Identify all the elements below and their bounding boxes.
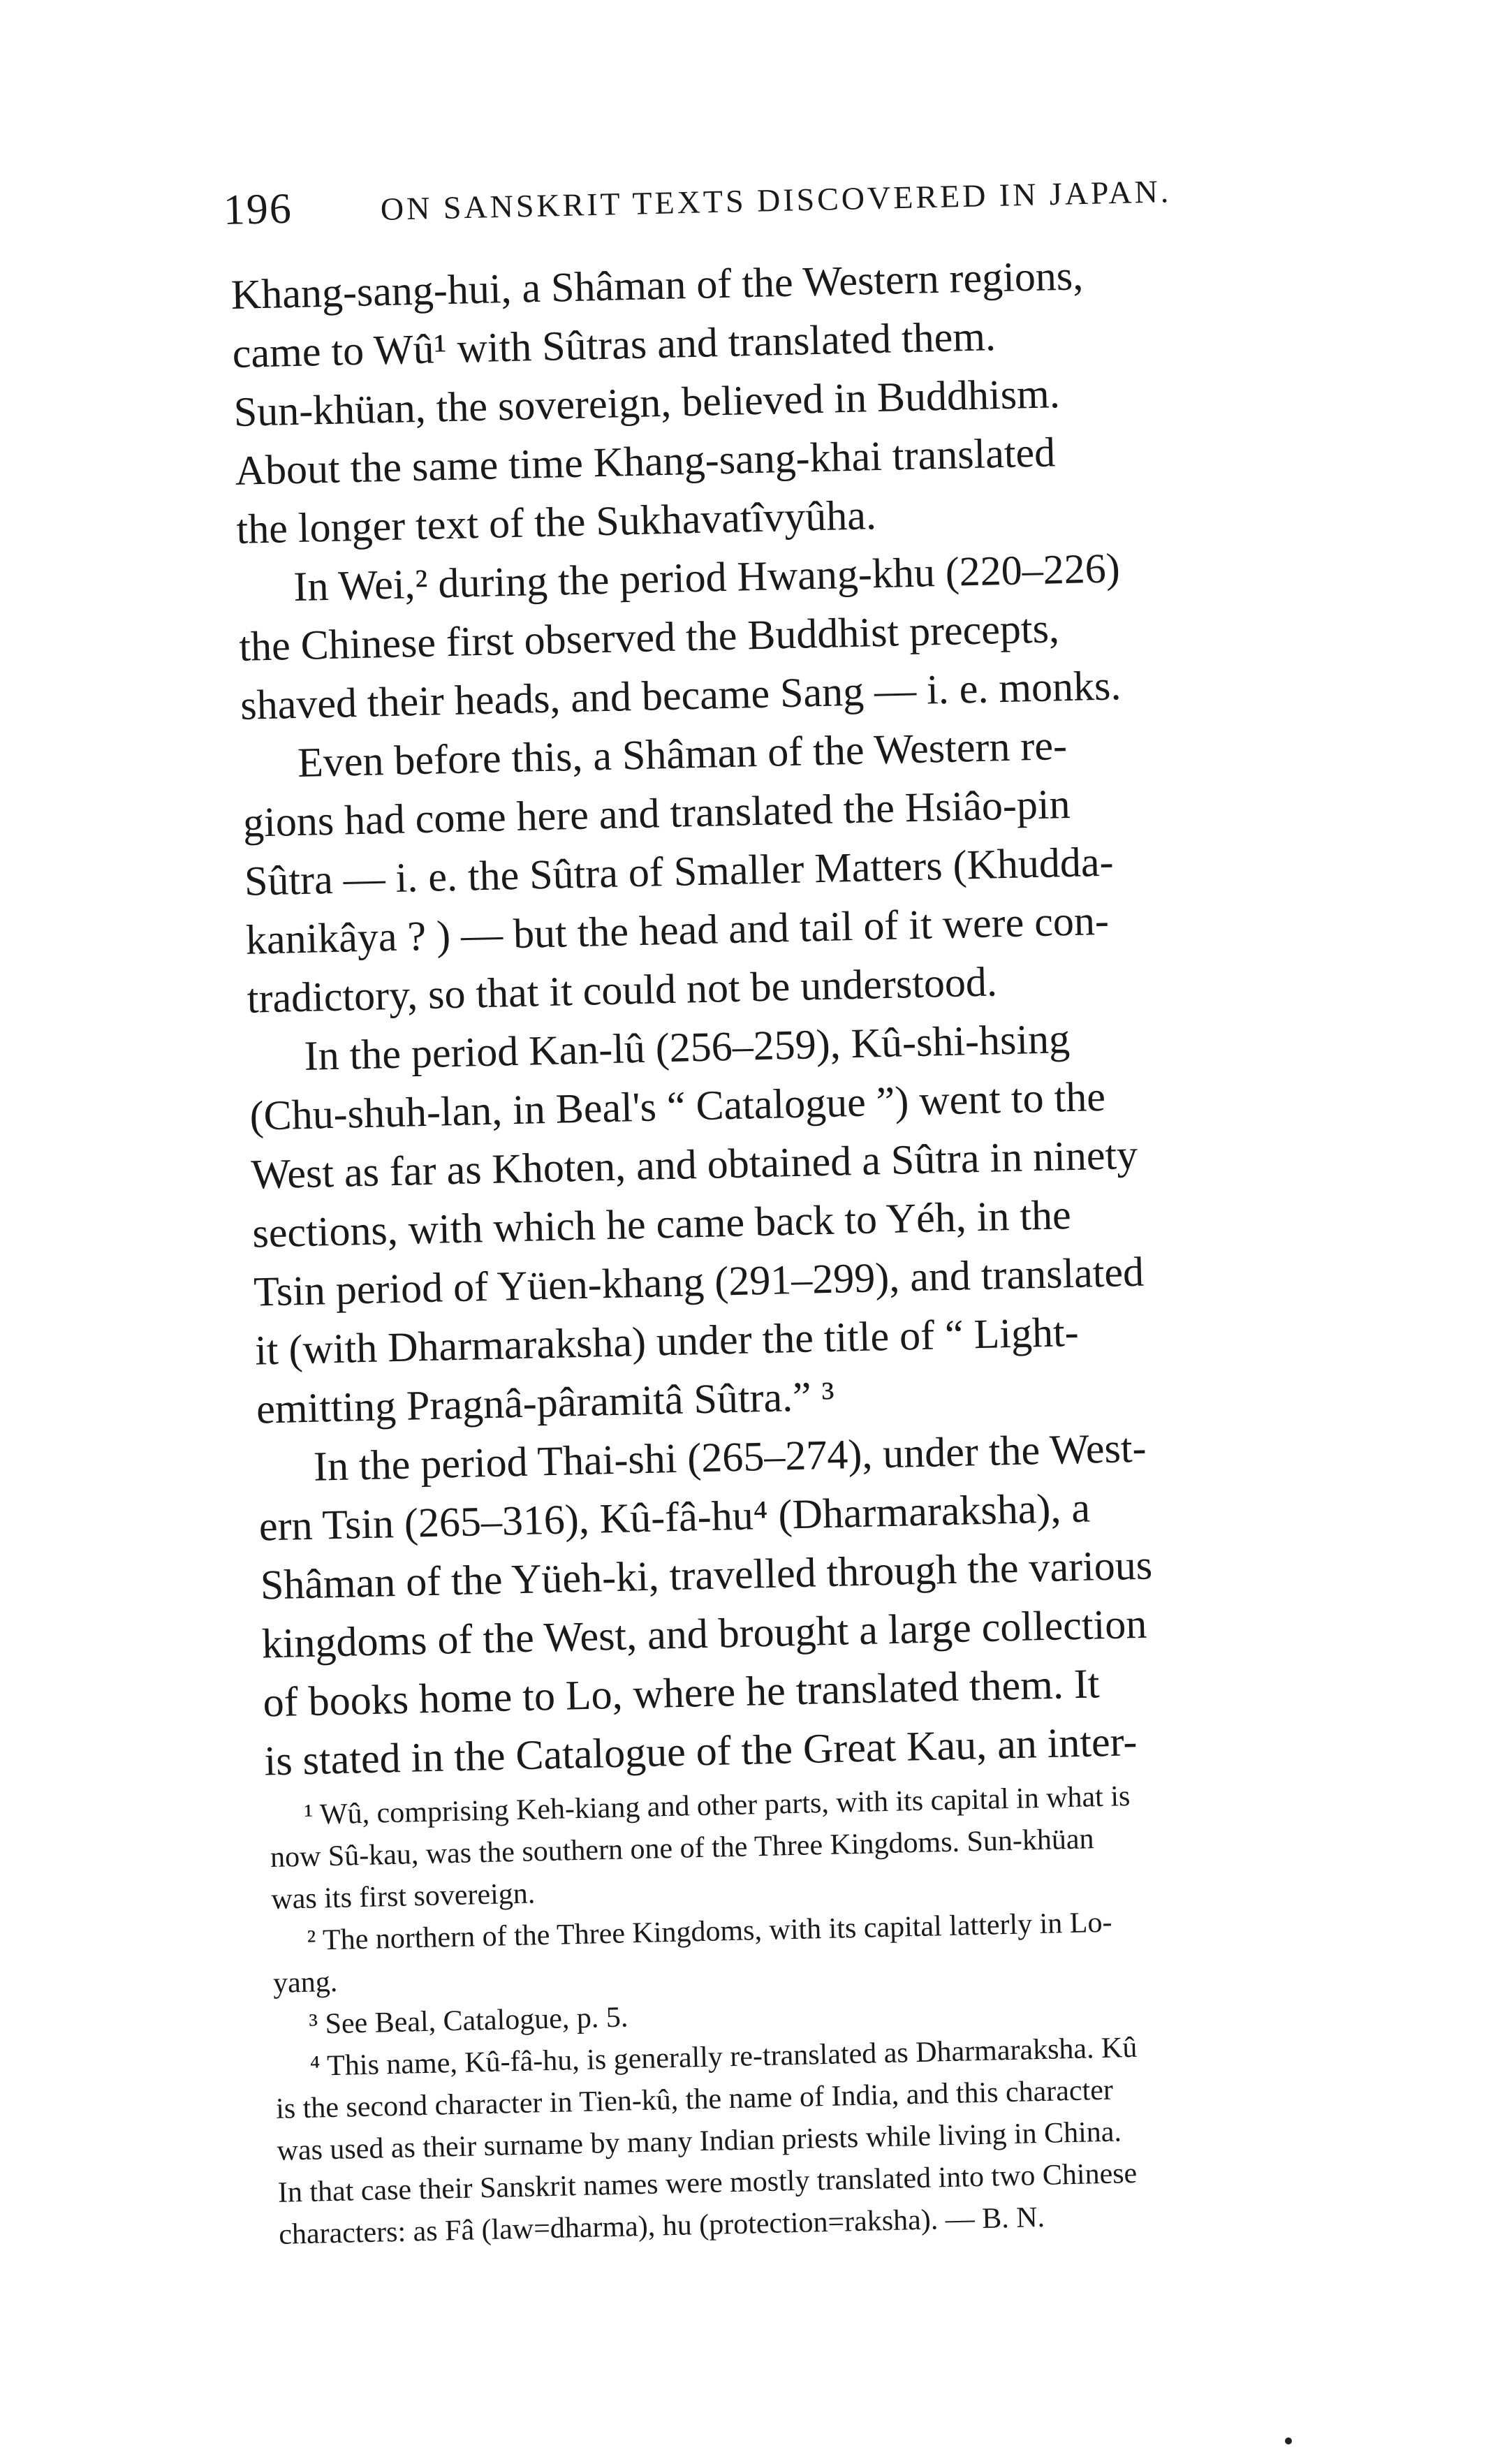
footnote-line: ¹ Wû, comprising Keh-kiang and other parts, with its capital in what is <box>304 1780 1131 1831</box>
text-line: Sûtra — i. e. the Sûtra of Smaller Matters (Khudda- <box>244 838 1115 904</box>
paragraph-start-line: In the period Thai-shi (265–274), under the West- <box>313 1424 1147 1490</box>
text-line: the Chinese first observed the Buddhist precepts, <box>238 605 1060 670</box>
footnote-line: In that case their Sanskrit names were mostly translated into two Chinese <box>277 2157 1138 2209</box>
body-text <box>230 240 1417 1791</box>
text-line: Tsin period of Yüen-khang (291–299), and translated <box>253 1248 1145 1315</box>
footnotes <box>269 1770 1397 2256</box>
running-head <box>223 156 1411 246</box>
footnote-line: ⁴ This name, Kû-fâ-hu, is generally re-translated as Dharmaraksha. Kû <box>309 2031 1138 2083</box>
footnote-line: characters: as Fâ (law=dharma), hu (protection=raksha). — B. N. <box>278 2201 1045 2251</box>
footnote-line: is the second character in Tien-kû, the name of India, and this character <box>275 2074 1114 2125</box>
text-line: the longer text of the Sukhavatîvyûha. <box>235 492 877 552</box>
text-line: shaved their heads, and became Sang — i. e. monks. <box>240 662 1122 728</box>
text-line: Shâman of the Yüeh-ki, travelled through the various <box>260 1541 1153 1608</box>
text-line: is stated in the Catalogue of the Great Kau, an inter- <box>263 1718 1138 1784</box>
text-line: About the same time Khang-sang-khai translated <box>234 429 1056 494</box>
text-line: emitting Pragnâ-pâramitâ Sûtra.” ³ <box>256 1372 835 1432</box>
text-line: kanikâya ? ) — but the head and tail of it were con- <box>245 897 1110 963</box>
print-mark-dot <box>1285 2437 1292 2444</box>
text-line: tradictory, so that it could not be understood. <box>247 958 998 1022</box>
footnote-line: was its first sovereign. <box>270 1877 536 1916</box>
text-line: ern Tsin (265–316), Kû-fâ-hu⁴ (Dharmaraksha), a <box>258 1484 1091 1550</box>
text-line: gions had come here and translated the Hsiâo-pin <box>242 780 1071 846</box>
paragraph-start-line: In the period Kan-lû (256–259), Kû-shi-hsing <box>303 1015 1071 1079</box>
text-line: (Chu-shuh-lan, in Beal's “ Catalogue ”) went to the <box>249 1073 1106 1139</box>
footnote-line: yang. <box>272 1965 338 2000</box>
text-line: of books home to Lo, where he translated them. It <box>262 1660 1101 1726</box>
text-line: kingdoms of the West, and brought a large collection <box>261 1600 1147 1667</box>
paragraph-start-line: Even before this, a Shâman of the Western re- <box>297 722 1068 786</box>
text-line: Sun-khüan, the sovereign, believed in Buddhism. <box>233 370 1061 435</box>
text-line: sections, with which he came back to Yéh, in the <box>251 1191 1072 1256</box>
footnote-line: ² The northern of the Three Kingdoms, with its capital latterly in Lo- <box>307 1906 1112 1957</box>
footnote-line: was used as their surname by many Indian priests while living in China. <box>277 2115 1122 2167</box>
page-number: 196 <box>223 184 293 234</box>
footnote-line: ³ See Beal, Catalogue, p. 5. <box>308 2001 628 2041</box>
paragraph-start-line: In Wei,² during the period Hwang-khu (220–226) <box>293 545 1121 610</box>
text-line: came to Wû¹ with Sûtras and translated them. <box>232 313 997 376</box>
text-line: West as far as Khoten, and obtained a Sûtra in ninety <box>250 1131 1138 1198</box>
text-line: it (with Dharmaraksha) under the title of “ Light- <box>254 1308 1080 1374</box>
text-line: Khang-sang-hui, a Shâman of the Western regions, <box>230 252 1084 318</box>
running-title: ON SANSKRIT TEXTS DISCOVERED IN JAPAN. <box>380 173 1172 227</box>
footnote-line: now Sû-kau, was the southern one of the Three Kingdoms. Sun-khüan <box>270 1823 1094 1874</box>
